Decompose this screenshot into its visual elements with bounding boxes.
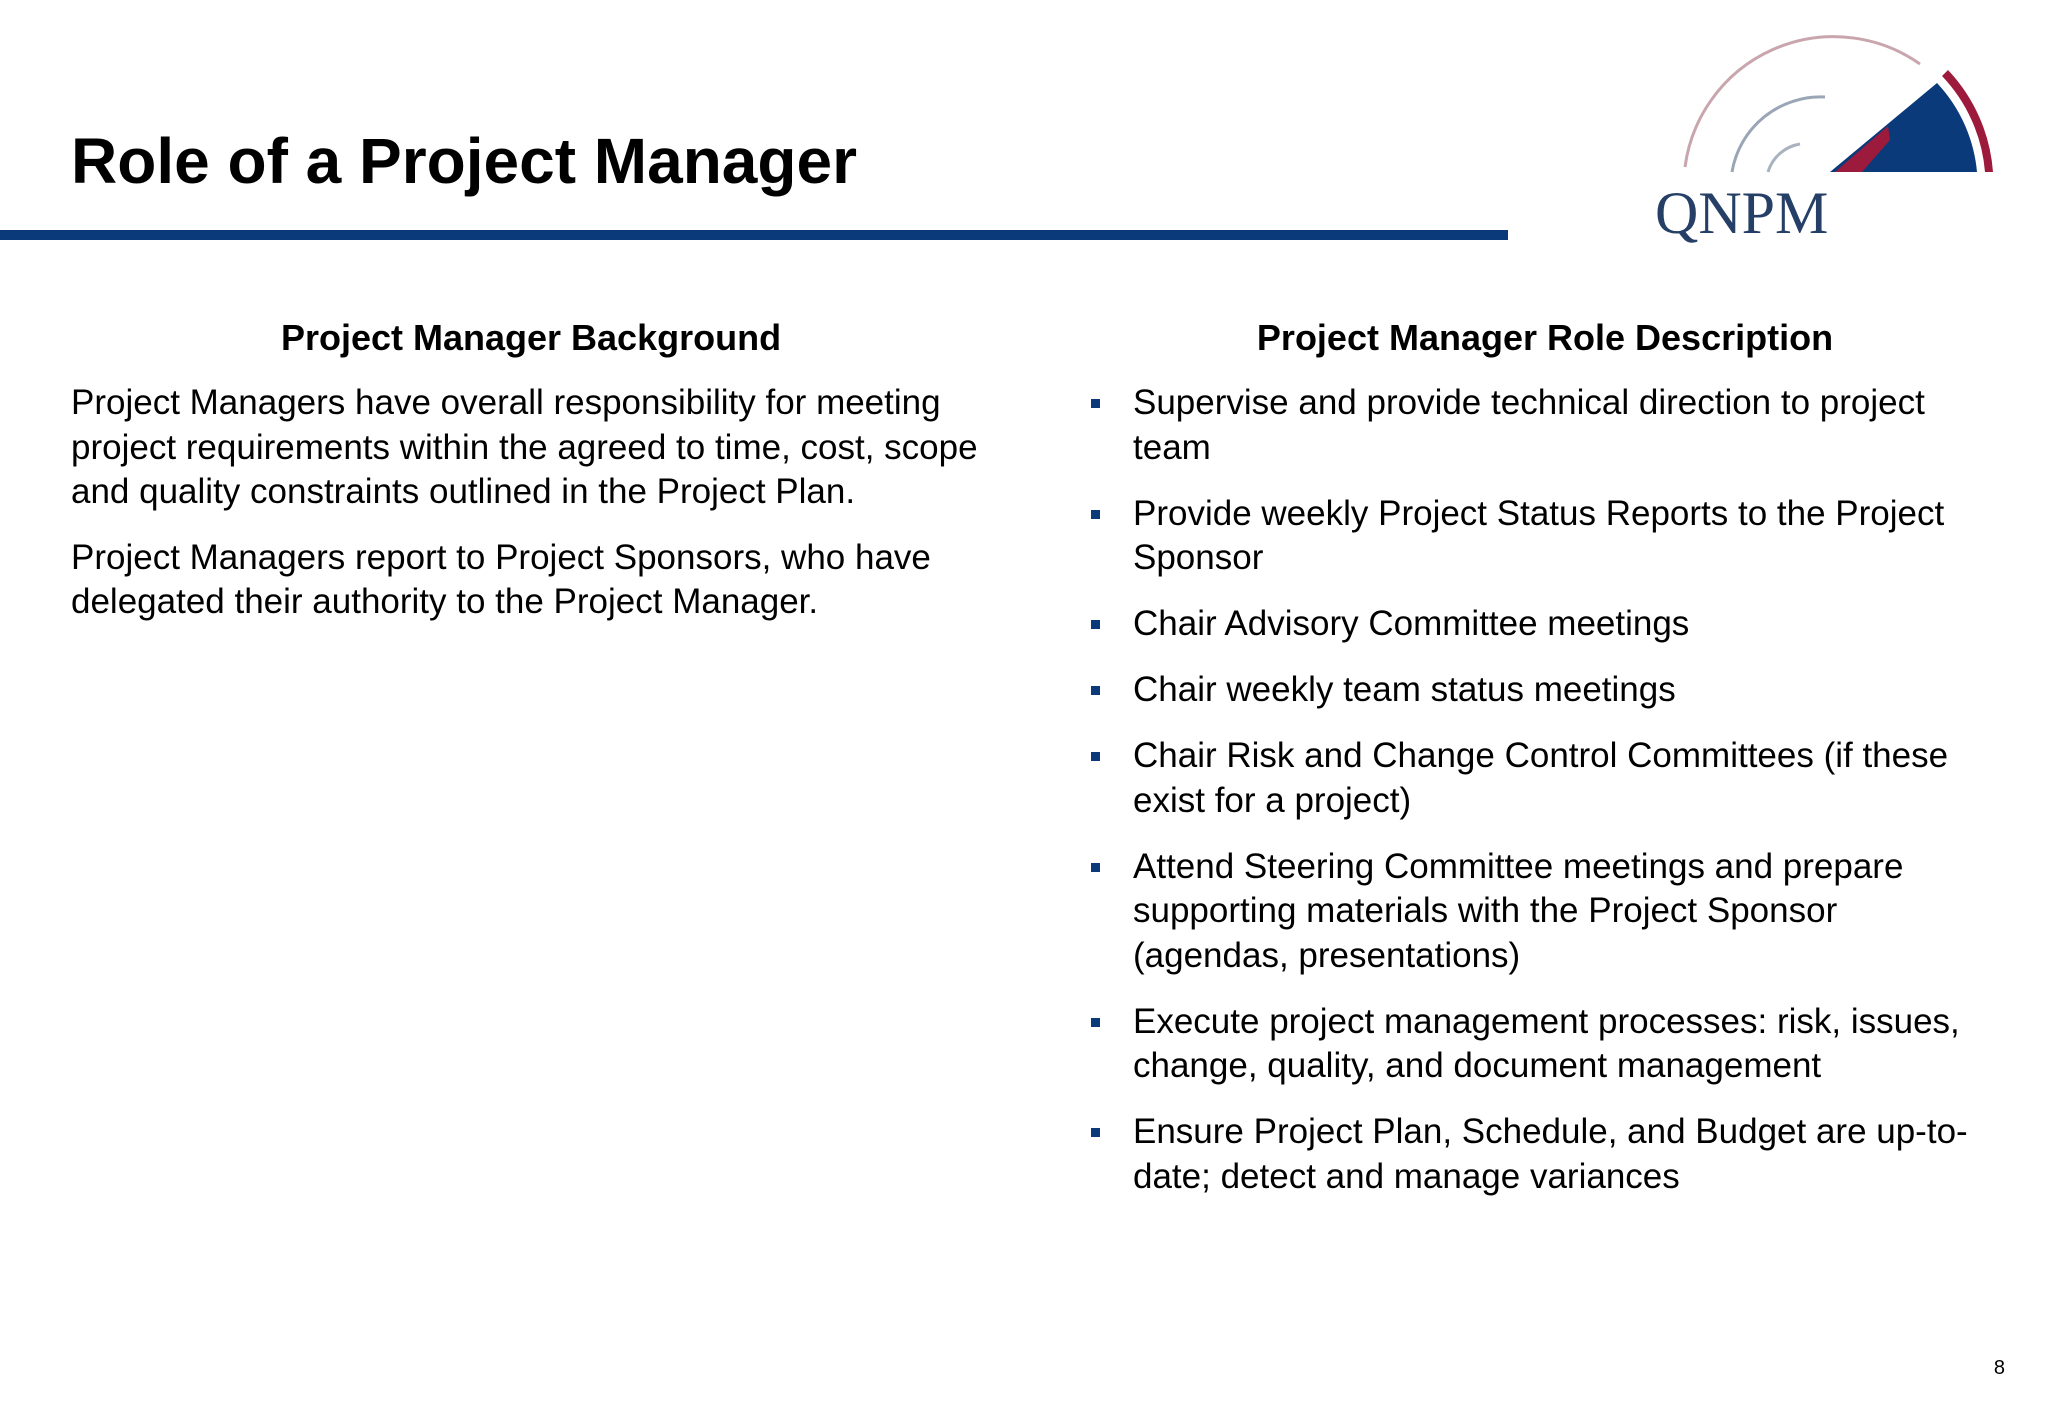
list-item-text: Ensure Project Plan, Schedule, and Budget are up-to-date; detect and manage variances [1133, 1112, 1968, 1196]
square-bullet-icon [1091, 1018, 1100, 1027]
list-item [1089, 734, 1994, 823]
logo-inner-arc [1768, 144, 1800, 172]
list-item-text: Supervise and provide technical direction to project team [1133, 383, 1925, 467]
square-bullet-icon [1091, 620, 1100, 629]
qnpm-logo [1650, 22, 2000, 252]
role-description-heading: Project Manager Role Description [1256, 317, 1834, 358]
list-item [1089, 492, 1994, 581]
background-heading: Project Manager Background [280, 317, 782, 358]
logo-middle-arc [1732, 97, 1825, 172]
list-item-text: Chair Risk and Change Control Committees (if these exist for a project) [1133, 736, 1949, 820]
role-description-list [1089, 381, 1994, 1221]
square-bullet-icon [1091, 399, 1100, 408]
square-bullet-icon [1091, 1128, 1100, 1137]
list-item [1089, 1000, 1994, 1089]
list-item [1089, 1110, 1994, 1199]
list-item [1089, 845, 1994, 979]
list-item-text: Attend Steering Committee meetings and prepare supporting materials with the Project Sponsor (agendas, presentations) [1133, 846, 1904, 975]
background-paragraph: Project Managers report to Project Sponsors, who have delegated their authority to the Project Manager. [71, 537, 931, 621]
list-item [1089, 602, 1994, 647]
list-item-text: Provide weekly Project Status Reports to the Project Sponsor [1133, 493, 1945, 577]
logo-text: QNPM [1655, 180, 1829, 246]
list-item-text: Chair weekly team status meetings [1133, 670, 1676, 709]
slide-title: Role of a Project Manager [71, 125, 857, 197]
list-item [1089, 668, 1994, 713]
list-item [1089, 381, 1994, 470]
list-item-text: Execute project management processes: risk, issues, change, quality, and document management [1133, 1001, 1960, 1085]
page-number: 8 [1993, 1357, 2005, 1379]
background-paragraph: Project Managers have overall responsibility for meeting project requirements within the agreed to time, cost, scope and quality constraints outlined in the Project Plan. [71, 383, 978, 511]
list-item-text: Chair Advisory Committee meetings [1133, 604, 1690, 643]
square-bullet-icon [1091, 686, 1100, 695]
square-bullet-icon [1091, 863, 1100, 872]
square-bullet-icon [1091, 510, 1100, 519]
title-underline [0, 230, 1508, 240]
square-bullet-icon [1091, 752, 1100, 761]
background-text [71, 381, 1031, 646]
